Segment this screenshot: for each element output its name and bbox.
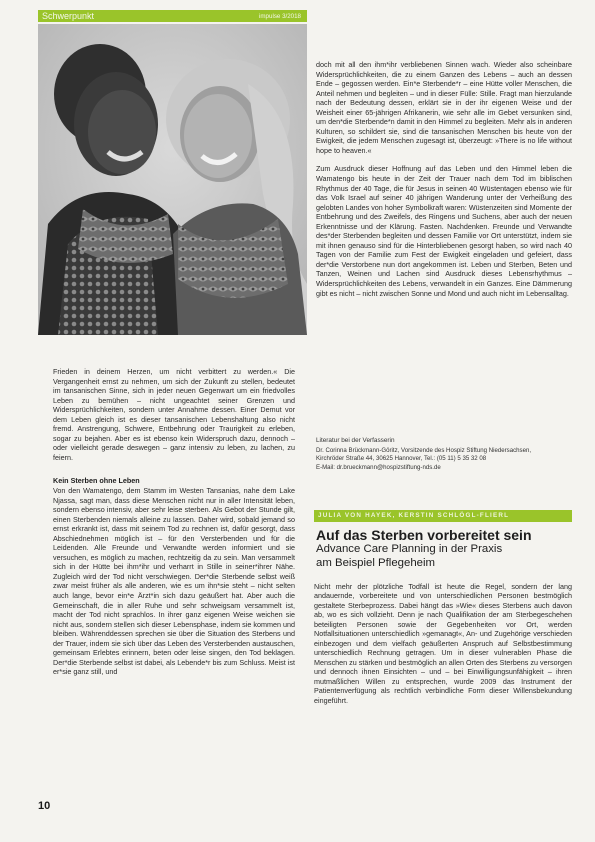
contact-label: Literatur bei der Verfasserin — [316, 437, 395, 444]
author-contact — [316, 437, 572, 473]
article-column-right — [316, 60, 572, 298]
article-body: Nicht mehr der plötzliche Todfall ist heute die Regel, sondern der lang andauernde, vorbereitete und von unterschiedlichen Personen bestmöglich gestaltete Sterbeprozess. Dabei hängt das »Wie« dieses Sterbens auch davon ab, wo es sich vollzieht. Denn je nach Qualifikation der am Sterbegeschehen beteiligten Personen sowie der Gegebenheiten vor Ort, werden Notfallsituationen unterschiedlich »gemanagt«, An- und Zugehörige verschieden einbezogen und dem vielfach geäußerten Anspruch auf Selbstbestimmung unterschiedlich Rechnung getragen. Um in dieser vulnerablen Phase die Menschen zu stärken und bestmöglich an allen Orten des Sterbens zu versorgen und dennoch ihnen Einsichten – und – bei Einwilligungsunfähigkeit – ihren mutmaßlichen Willen zu entsprechen, wurde 2009 das Instrument der Patientenverfügung als rechtlich verbindliche Form dieser Willensbekundung eingeführt. — [314, 581, 572, 705]
article-title: Auf das Sterben vorbereitet sein — [316, 527, 532, 543]
article-authors: JULIA VON HAYEK, KERSTIN SCHLÖGL-FLIERL — [318, 512, 510, 519]
next-article — [314, 510, 572, 705]
photo-two-women-icon — [38, 24, 307, 335]
page-number: 10 — [38, 800, 51, 812]
issue-label: impulse 3/2018 — [259, 13, 301, 20]
subheading: Kein Sterben ohne Leben — [53, 476, 140, 486]
section-header — [38, 10, 307, 22]
contact-email: E-Mail: dr.brueckmann@hospizstiftung-nds.de — [316, 464, 441, 472]
contact-line: Dr. Corinna Brückmann-Göritz, Vorsitzende des Hospiz Stiftung Niedersachsen, — [316, 446, 532, 454]
author-bar — [314, 510, 572, 522]
section-title: Schwerpunkt — [42, 11, 95, 21]
paragraph: doch mit all den ihm*ihr verbliebenen Sinnen wach. Wieder also scheinbare Widersprüchlichkeiten, die zu einem Ganzen des Lebens – auch an dessen Ende – gegossen werden. Ein*e Sterbende*r – eine Hütte voller Menschen, die Anteil nehmen und begleiten – und in dieser Fülle: Stille. Fragt man hierzulande nach der Bedeutung dessen, erklärt sie in der ihr eigenen Weise und der Weisheit einer 65-jährigen Afrikanerin, wie sehr alle im Gebet versunken sind, um den*die Sterbende*n damit in den Himmel zu begleiten. Mehr als in anderen Kulturen, so schildert sie, sind die tansanischen Menschen bis heute von der Ewigkeit, die jedem Menschen zugesagt ist, überzeugt: »There is no life without hope to heaven.« — [316, 60, 572, 155]
paragraph: Zum Ausdruck dieser Hoffnung auf das Leben und den Himmel leben die Wamatengo bis heute in der Zeit der Trauer nach dem Tod im biblischen Rhythmus der 40 Tage, die für Jesus in seinen 40 Wüstentagen ebenso wie für das Volk Israel auf seiner 40 jährigen Wanderung unter der Verheißung des gelobten Landes von hoher Symbolkraft waren: Wüstenzeiten sind Momente der Entbehrung und des Zweifels, des Ringens und Suchens, aber auch der neuen Erkenntnisse und der Klärung. Fasten. Nachdenken. Freunde und Verwandte des*der Sterbenden begleiten und dessen Familie vor Ort unterstützt, indem sie mit ihnen genauso sind für die Hinterbliebenen gesorgt haben, so wird nach 40 Tagen von der Familie zum Fest der Ewigkeit eingeladen und gefeiert, dass der*die Verstorbene nun dort angekommen ist. Leben und Sterben, Beten und Tanzen, Weinen und Lachen sind Ausdruck dieses Lebensrhythmus – Widersprüchlichkeiten des Lebens, verwandelt in ein Ganzes. Eine Dämmerung gibt es nicht – nicht zwischen Sonne und Mond und auch nicht im Lebensalltag. — [316, 164, 572, 298]
paragraph: Von den Wamatengo, dem Stamm im Westen Tansanias, nahe dem Lake Njassa, sagt man, dass diese Menschen nicht nur in aller Intensität leben, sondern ebenso intensiv, aber sehr leise sterben. Als Gebot der Stunde gilt, einen Sterbenden niemals alleine zu lassen. Daher wird, sobald jemand so ernst erkrankt ist, dass mit seinem Tod zu rechnen ist, dafür gesorgt, dass Abschiednehmen möglich ist – für den Versterbenden und für die Leidenden. Alle Freunde und Verwandte werden informiert und sie versuchen, es möglich zu machen, rechtzeitig da zu sein. Man versammelt sich in der Hütte bei ihm*ihr und verharrt in Stille in seiner*ihrer Nähe. Zugleich wird der Tod nicht verschwiegen. Der*die Sterbende selbst weiß zwar meist früher als alle anderen, wie es um ihn*sie steht – nicht selten auch lange, bevor ein*e Ärzt*in sich dazu geäußert hat. Aber auch die Gemeinschaft, die in aller Ruhe und sehr schweigsam versammelt ist, macht der Tod nicht sprachlos. In ihrer ganz eigenen Weise weichen sie nicht aus, sondern stellen sich dieser Lebensphase, indem sie kommen und bleiben. Währenddessen sprechen sie über die Situation des Sterbens und der Trauer, indem sie sich über das Leben des Versterbenden austauschen, gemeinsam Erlebtes erinnern, beten oder leise singen, den Tod beklagen. Der*die Sterbende selbst ist dabei, als Lebende*r bis zum Schluss. Meist ist er*sie ganz still, und — [53, 486, 295, 677]
article-deck: Advance Care Planning in der Praxis — [316, 543, 503, 555]
contact-line: Kirchröder Straße 44, 30625 Hannover, Tel.: (05 11) 5 35 32 08 — [316, 455, 487, 463]
portrait-photo — [38, 24, 307, 335]
article-column-left — [53, 367, 295, 677]
paragraph: Frieden in deinem Herzen, um nicht verbittert zu werden.« Die Vergangenheit ernst zu nehmen, um sich der Zukunft zu stellen, bedeutet im tansanischen Sinne, sich in jeder neuen Gegenwart um ein friedvolles Leben zu bemühen – nicht ungeachtet seiner Grenzen und Widersprüchlichkeiten, sondern unter Annahme dessen. Einer Demut vor dem Leben gleich ist es dieser tansanischen Lebenshaltung also nicht fremd. Anstrengung, Schwere, Entbehrung oder Traurigkeit zu erleben, sogar zu bejahen. Aber es ist ebenso kein Widerspruch dazu, dennoch – oder vielleicht gerade deswegen – ganz intensiv zu leben, zu lachen, zu feiern. — [53, 367, 295, 462]
article-deck: am Beispiel Pflegeheim — [316, 556, 436, 569]
